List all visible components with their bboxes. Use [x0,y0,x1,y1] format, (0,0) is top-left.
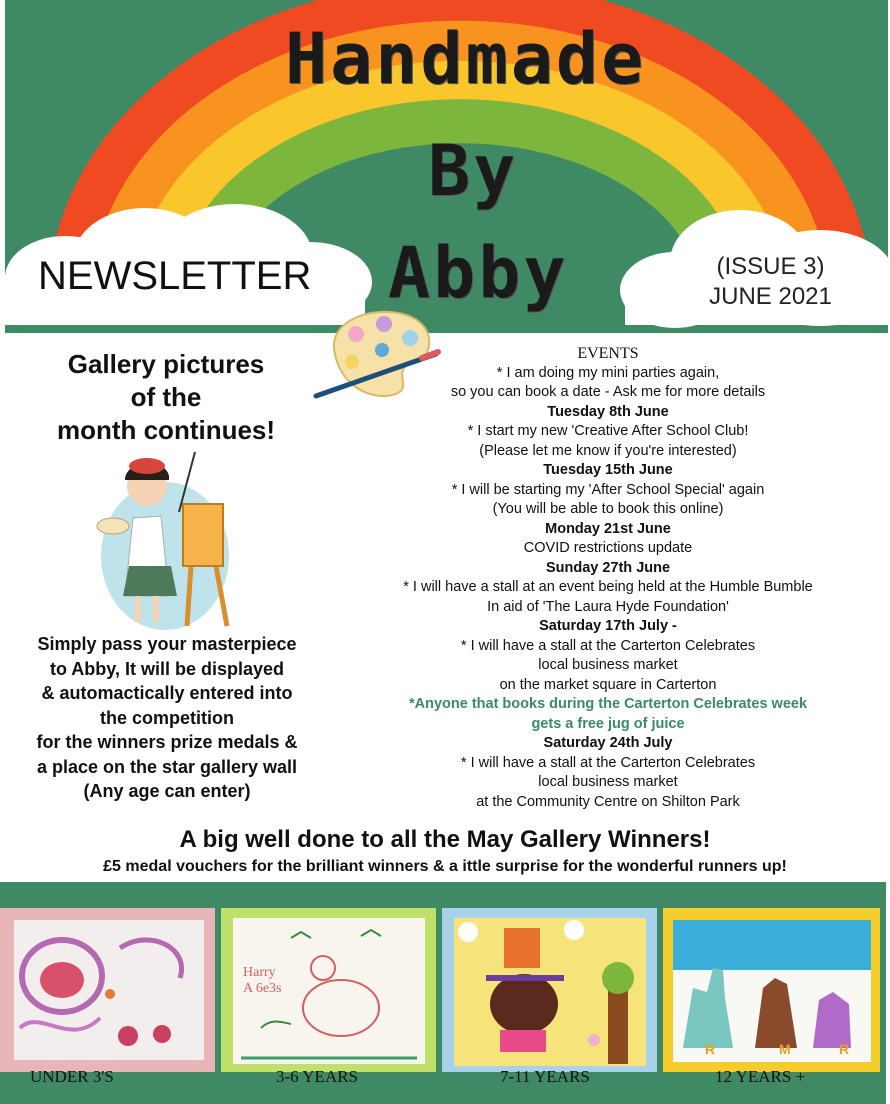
gallery-heading-line: of the [130,382,202,412]
event-line: so you can book a date - Ask me for more details [450,384,766,400]
newsletter-label: NEWSLETTER [38,254,312,298]
event-line: * I will have a stall at the Carterton Celebrates [460,637,756,654]
gallery-instructions [12,632,322,804]
event-line: *Anyone that books during the Carterton Celebrates week [408,696,808,712]
events-heading: EVENTS [577,345,639,362]
winners-subheading: £5 medal vouchers for the brilliant winners & a ittle surprise for the wonderful runners up! [103,858,787,875]
title-line-by: By [428,130,519,212]
event-date: Tuesday 8th June [547,403,669,420]
winners-heading: A big well done to all the May Gallery Winners! [179,826,711,853]
artwork-text: Harry [243,965,276,980]
event-date: Saturday 17th July - [539,618,677,634]
category-label: 12 YEARS + [715,1067,806,1086]
event-line: at the Community Centre on Shilton Park [476,793,740,810]
gallery-heading [18,348,314,447]
gallery-instruction-line: to Abby, It will be displayed [49,658,285,679]
category-label: UNDER 3'S [30,1067,114,1086]
artwork-12-years-plus [663,908,880,1072]
category-label: 3-6 YEARS [276,1067,359,1086]
artwork-text: R [705,1041,716,1057]
event-date: Tuesday 15th June [543,462,673,478]
event-line: (Please let me know if you're interested) [479,442,737,459]
title-line-handmade: Handmade [285,18,647,100]
gallery-instruction-line: & automactically entered into [41,683,293,703]
artwork-text: A 6e3s [243,981,282,996]
event-date: Sunday 27th June [545,559,671,576]
title-line-abby: Abby [388,232,569,314]
event-line: gets a free jug of juice [531,715,685,732]
artwork-under-3s [0,908,215,1072]
gallery-instruction-line: Simply pass your masterpiece [37,634,297,654]
event-date: Saturday 24th July [543,735,673,751]
gallery-instruction-line: for the winners prize medals & [36,732,298,752]
issue-date: JUNE 2021 [709,283,832,310]
event-line: * I am doing my mini parties again, [496,364,720,381]
event-line: * I will be starting my 'After School Special' again [451,481,765,498]
artwork-7-11-years [442,908,657,1072]
gallery-instruction-line: a place on the star gallery wall [36,756,298,777]
event-line: In aid of 'The Laura Hyde Foundation' [487,598,729,615]
event-line: (You will be able to book this online) [492,501,724,517]
event-line: local business market [538,774,678,790]
girl-painting-illustration [95,446,245,632]
gallery-instruction-line: the competition [100,707,234,728]
category-label: 7-11 YEARS [500,1067,590,1086]
artwork-text: M [779,1041,791,1057]
artwork-3-6-years [221,908,436,1072]
event-line: COVID restrictions update [523,540,693,556]
issue-info [688,252,853,312]
event-date: Monday 21st June [545,520,671,537]
events-list [368,364,848,813]
event-line: * I will have a stall at the Carterton Celebrates [460,754,756,771]
gallery-heading-line: Gallery pictures [67,349,265,379]
issue-number: (ISSUE 3) [716,253,825,280]
gallery-heading-line: month continues! [56,415,276,445]
event-line: on the market square in Carterton [499,676,717,693]
gallery-instruction-line: (Any age can enter) [83,781,251,801]
events-section [368,344,848,812]
artwork-text: R [839,1041,850,1057]
event-line: * I will have a stall at an event being held at the Humble Bumble [403,579,813,595]
event-line: local business market [538,657,678,673]
event-line: * I start my new 'Creative After School Club! [467,423,749,439]
